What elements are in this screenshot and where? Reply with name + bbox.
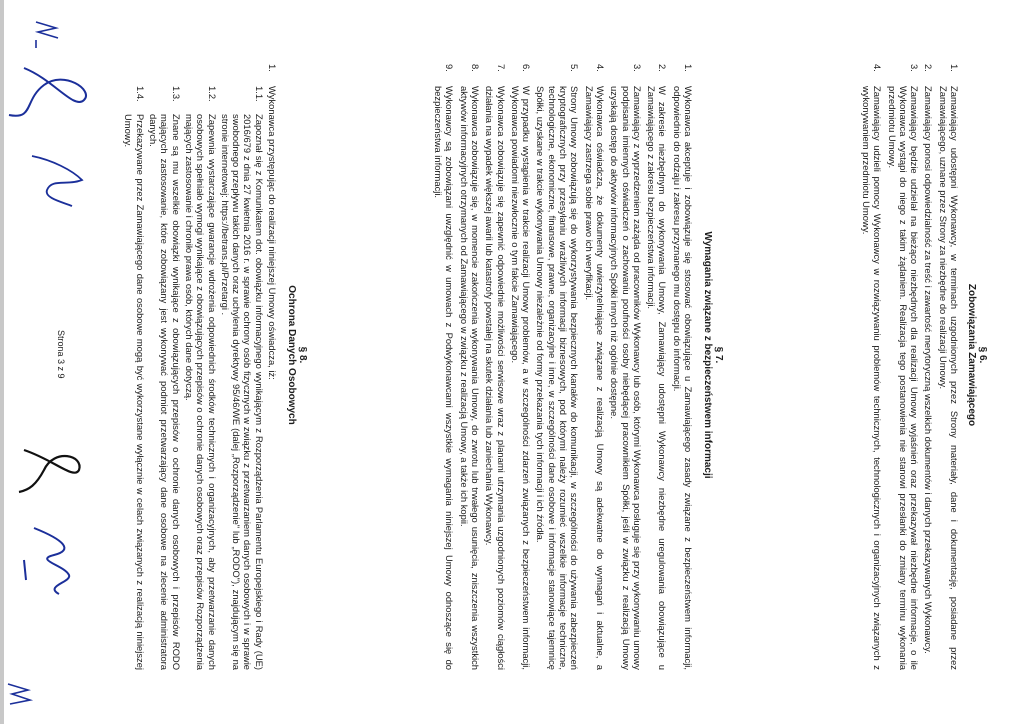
signature-1 — [4, 60, 94, 130]
section-6-body — [861, 64, 960, 670]
section-6-item: 1. Zamawiający udostępni Wykonawcy, w terminach uzgodnionych przez Strony materiały, dane i dokumentację, posiadane przez Zamawiającego, uznane przez Strony za niezbędne do realizacji Umowy. — [937, 64, 960, 670]
section-8-number: § 8. — [297, 346, 308, 364]
section-7-item: 8. Wykonawca zobowiązuje się, w momencie zakończenia wykonywania Umowy, do zwrotu lub trwałego usunięcia, zniszczenia wszystkich aktywów informacyjnych otrzymanych od Zamawiającego w związku z realizacją Umowy, a także ich kopii. — [458, 64, 481, 670]
section-7-title: Wymagania związane z bezpieczeństwem informacji — [701, 231, 713, 479]
section-6-item: 3. Zamawiający będzie udzielał na bieżąco niezbędnych dla realizacji Umowy wyjaśnień oraz przekazywał niezbędne informacje, o ile Wykonawca wystąpi do niego z takim żądaniem. Realizacja tego postanowienia nie stanowi przesłanki do zmiany terminu wykonania przedmiotu Umowy. — [886, 64, 921, 670]
section-7-heading — [701, 30, 724, 680]
section-7-item: 6. W przypadku wystąpienia w trakcie realizacji Umowy problemów, a w szczególności zdarzeń związanych z bezpieczeństwem informacji, Wykonawca powiadomi niezwłocznie o tym fakcie Zamawiającego. — [509, 64, 533, 670]
section-8-title: Ochrona Danych Osobowych — [285, 285, 297, 425]
section-6-item: 2. Zamawiający ponosi odpowiedzialność za treść i zawartość merytoryczną wszelkich dokumentów i danych przekazywanych Wykonawcy. — [923, 64, 935, 654]
section-7-body — [433, 64, 694, 670]
section-8-subitem: 1.3. Znane są mu wszelkie obowiązki wynikające z obowiązujących przepisów o ochronie danych osobowych i przepisów RODO mających zastosowanie, które zobowiązany jest wykonywać podmiot przetwarzający dane osobowe na zlecenie administratora danych. — [148, 86, 182, 670]
section-8-item: 1. Wykonawca przystępując do realizacji niniejszej Umowy oświadcza, iż: — [267, 64, 278, 380]
page-footer: Strona 3 z 9 — [56, 330, 66, 379]
section-7-number: § 7. — [713, 346, 724, 364]
section-6-number: § 6. — [977, 346, 988, 364]
handwritten-initials-mark — [26, 14, 66, 54]
signature-4 — [14, 520, 84, 600]
section-7-item: 7. Wykonawca zobowiązuje się zapewnić odpowiednie możliwości serwisowe wraz z planami utrzymania uzgodnionych poziomów ciągłości działania na wypadek większej awarii lub katastrofy powstałej na skutek działania lub zaniechania Wykonawcy. — [484, 64, 507, 670]
section-7-item: 9. Wykonawcy są zobowiązani uwzględnić w umowach z Podwykonawcami wszystkie wymagania niniejszej Umowy odnoszące się do bezpieczeństwa informacji. — [433, 64, 456, 670]
section-8-subitem: 1.1. Zapoznał się z Komunikatem dot. obowiązku informacyjnego wynikającym z Rozporządzenia Parlamentu Europejskiego i Rady (UE) 2016/679 z dnia 27 kwietnia 2016 r. w sprawie ochrony osób fizycznych w związku z przetwarzaniem danych osobowych i w sprawie swobodnego przepływu takich danych oraz uchylenia dyrektywy 95/46/WE (dalej „Rozporządzenie" lub „RODO"), znajdującym się na stronie internetowej: https://betrans.pl/Przetargi . — [219, 86, 265, 670]
section-6-title: Zobowiązania Zamawiającego — [965, 283, 977, 427]
section-6-heading — [965, 30, 988, 680]
section-8-body — [123, 64, 278, 670]
signature-3 — [14, 440, 84, 500]
section-7-item: 5. Strony Umowy zobowiązują się do wykorzystywania bezpiecznych kanałów do komunikacji, w szczególności do używania zabezpieczeń kryptograficznych przy przesyłaniu wrażliwych informacji biznesowych, pod którymi należy rozumieć wszelkie informacje techniczne, technologiczne, ekonomiczne, finansowe, prawne, organizacyjne i inne, w szczególności dane osobowe i informacje stanowiące tajemnicę Spółki, uzyskane w trakcie wykonywania Umowy niezależnie od formy przekazania tych informacji i ich źródła. — [535, 64, 581, 670]
section-8-heading — [285, 30, 308, 680]
section-7-item: 3. Zamawiający z wyprzedzeniem zażąda od pracowników Wykonawcy lub osób, którymi Wykonawca posługuje się przy wykonywaniu umowy podpisania imiennych oświadczeń o zachowaniu poufności osoby niebędącej pracownikiem Spółki, jeśli w związku z realizacją Umowy uzyskają dostęp do aktywów informacyjnych Spółki innych niż ogólnie dostępne. — [609, 64, 643, 670]
section-8-subitem: 1.2. Zapewnia wystarczające gwarancje wdrożenia odpowiednich środków technicznych i organizacyjnych, aby przetwarzanie danych osobowych spełniało wymogi wynikające z obowiązujących przepisów o ochronie danych osobowych oraz przepisów Rozporządzenia mających zastosowanie i chroniło prawa osób, których dane dotyczą. — [183, 86, 218, 670]
section-7-item: 2. W zakresie niezbędnym do wykonywania Umowy, Zamawiający udostępni Wykonawcy niezbędne uregulowania obowiązujące u Zamawiającego z zakresu bezpieczeństwa informacji. — [646, 64, 669, 670]
signature-5 — [4, 680, 34, 710]
signature-2 — [22, 150, 92, 210]
section-7-item: 4. Wykonawca oświadcza, że dokumenty uwierzytelniające związane z realizacją Umowy są adekwatne do wymagań i aktualne, a Zamawiający zastrzega sobie prawo ich weryfikacji. — [583, 64, 606, 670]
section-8-subitem: 1.4. Przekazywane przez Zamawiającego dane osobowe mogą być wykorzystane wyłącznie w celach związanych z realizacją niniejszej Umowy. — [123, 86, 146, 670]
section-7-item: 1. Wykonawca akceptuje i zobowiązuje się stosować obowiązujące u Zamawiającego zasady związane z bezpieczeństwem informacji, odpowiednio do rodzaju i zakresu przyznanego mu dostępu do informacji. — [671, 64, 694, 670]
section-6-item: 4. Zamawiający udzieli pomocy Wykonawcy w rozwiązywaniu problemów technicznych, technologicznych i organizacyjnych związanych z wykonywaniem przedmiotu Umowy. — [860, 64, 884, 670]
